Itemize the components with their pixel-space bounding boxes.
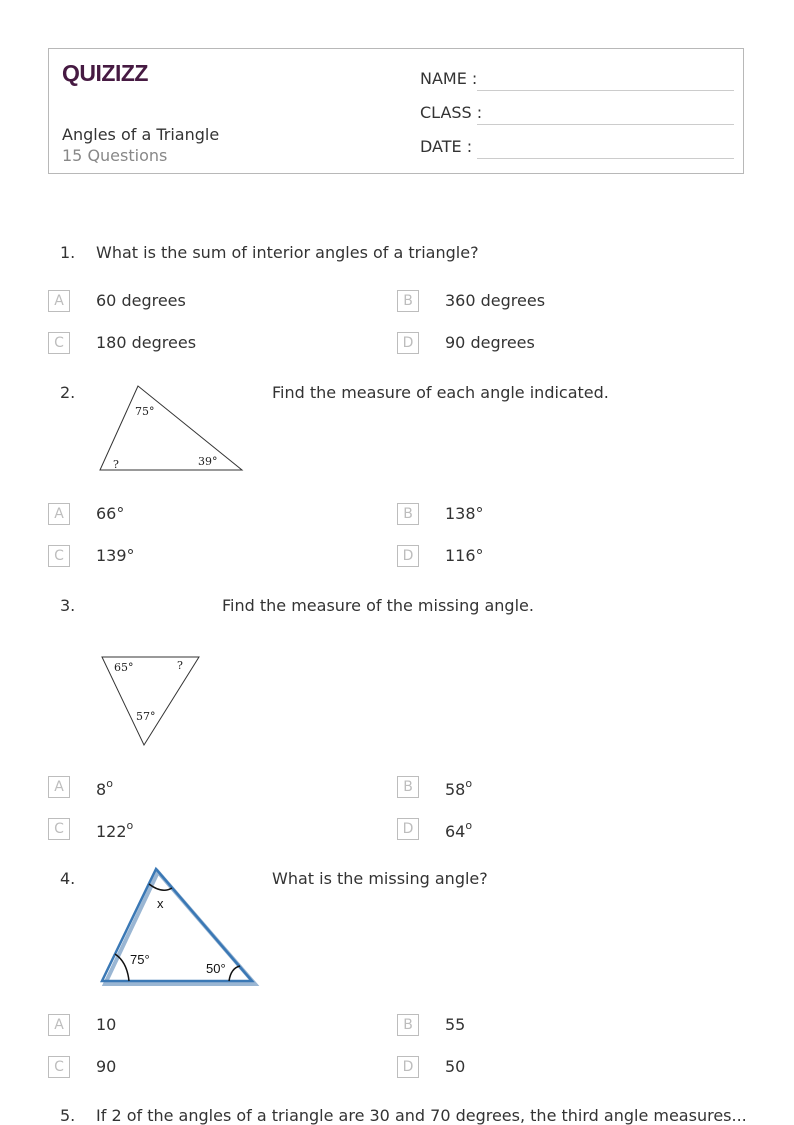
triangle-shape: [100, 386, 242, 470]
question-2-text: Find the measure of each angle indicated.: [272, 383, 609, 402]
option-letter: A: [48, 290, 70, 312]
degree-symbol: o: [465, 777, 473, 790]
angle-label-left: 75°: [130, 952, 150, 967]
degree-symbol: o: [126, 819, 134, 832]
option-letter: D: [397, 545, 419, 567]
option-letter: A: [48, 503, 70, 525]
option-text: [96, 819, 133, 841]
option-text: 10: [96, 1015, 117, 1034]
angle-label-left: ?: [113, 458, 119, 471]
name-field[interactable]: [420, 69, 734, 93]
option-letter: C: [48, 545, 70, 567]
question-3-number: 3.: [60, 596, 76, 615]
angle-label-bottom: 57°: [136, 710, 156, 723]
option-text: 55: [445, 1015, 466, 1034]
option-letter: B: [397, 290, 419, 312]
class-line[interactable]: [477, 124, 734, 125]
option-text: 90 degrees: [445, 333, 535, 352]
question-4-number: 4.: [60, 869, 76, 888]
option-letter: C: [48, 818, 70, 840]
option-letter: D: [397, 1056, 419, 1078]
option-letter: D: [397, 818, 419, 840]
question-2-triangle-figure: [98, 384, 246, 474]
option-value: 122: [96, 822, 127, 841]
class-field[interactable]: [420, 103, 734, 127]
question-5-text: If 2 of the angles of a triangle are 30 and 70 degrees, the third angle measures...: [96, 1106, 747, 1125]
option-text: 138°: [445, 504, 484, 523]
option-letter: A: [48, 1014, 70, 1036]
date-line[interactable]: [477, 158, 734, 159]
option-text: 60 degrees: [96, 291, 186, 310]
question-1-number: 1.: [60, 243, 76, 262]
date-label: DATE :: [420, 137, 473, 156]
option-text: 116°: [445, 546, 484, 565]
option-value: 64: [445, 822, 466, 841]
date-field[interactable]: [420, 137, 734, 161]
option-value: 8: [96, 780, 107, 799]
option-letter: D: [397, 332, 419, 354]
angle-label-right: 50°: [206, 961, 226, 976]
worksheet-title: Angles of a Triangle: [62, 125, 220, 144]
option-text: 90: [96, 1057, 117, 1076]
quizizz-logo-text: QUIZIZZ: [62, 60, 148, 86]
question-3-triangle-figure: [100, 655, 202, 748]
option-text: [445, 819, 472, 841]
quizizz-logo: [62, 59, 162, 89]
class-label: CLASS :: [420, 103, 483, 122]
option-text: [96, 777, 113, 799]
option-text: 66°: [96, 504, 125, 523]
question-count: 15 Questions: [62, 146, 168, 165]
option-letter: B: [397, 1014, 419, 1036]
option-letter: B: [397, 776, 419, 798]
option-letter: B: [397, 503, 419, 525]
question-4-triangle-figure: [98, 866, 258, 986]
option-text: 360 degrees: [445, 291, 546, 310]
option-text: [445, 777, 472, 799]
option-text: 50: [445, 1057, 466, 1076]
angle-label-right: 39°: [198, 455, 218, 468]
worksheet-header: [48, 48, 744, 174]
option-letter: C: [48, 332, 70, 354]
name-line[interactable]: [477, 90, 734, 91]
option-letter: C: [48, 1056, 70, 1078]
angle-label-top: x: [157, 896, 164, 911]
option-letter: A: [48, 776, 70, 798]
option-text: 139°: [96, 546, 135, 565]
question-3-text: Find the measure of the missing angle.: [222, 596, 534, 615]
question-1-text: What is the sum of interior angles of a triangle?: [96, 243, 479, 262]
name-label: NAME :: [420, 69, 478, 88]
question-4-text: What is the missing angle?: [272, 869, 488, 888]
degree-symbol: o: [465, 819, 473, 832]
option-text: 180 degrees: [96, 333, 197, 352]
angle-arc-right: [229, 966, 240, 981]
option-value: 58: [445, 780, 466, 799]
angle-label-right: ?: [177, 659, 183, 672]
question-5-number: 5.: [60, 1106, 76, 1125]
degree-symbol: o: [106, 777, 113, 790]
question-2-number: 2.: [60, 383, 76, 402]
angle-label-top: 75°: [135, 405, 155, 418]
angle-label-left: 65°: [114, 661, 134, 674]
